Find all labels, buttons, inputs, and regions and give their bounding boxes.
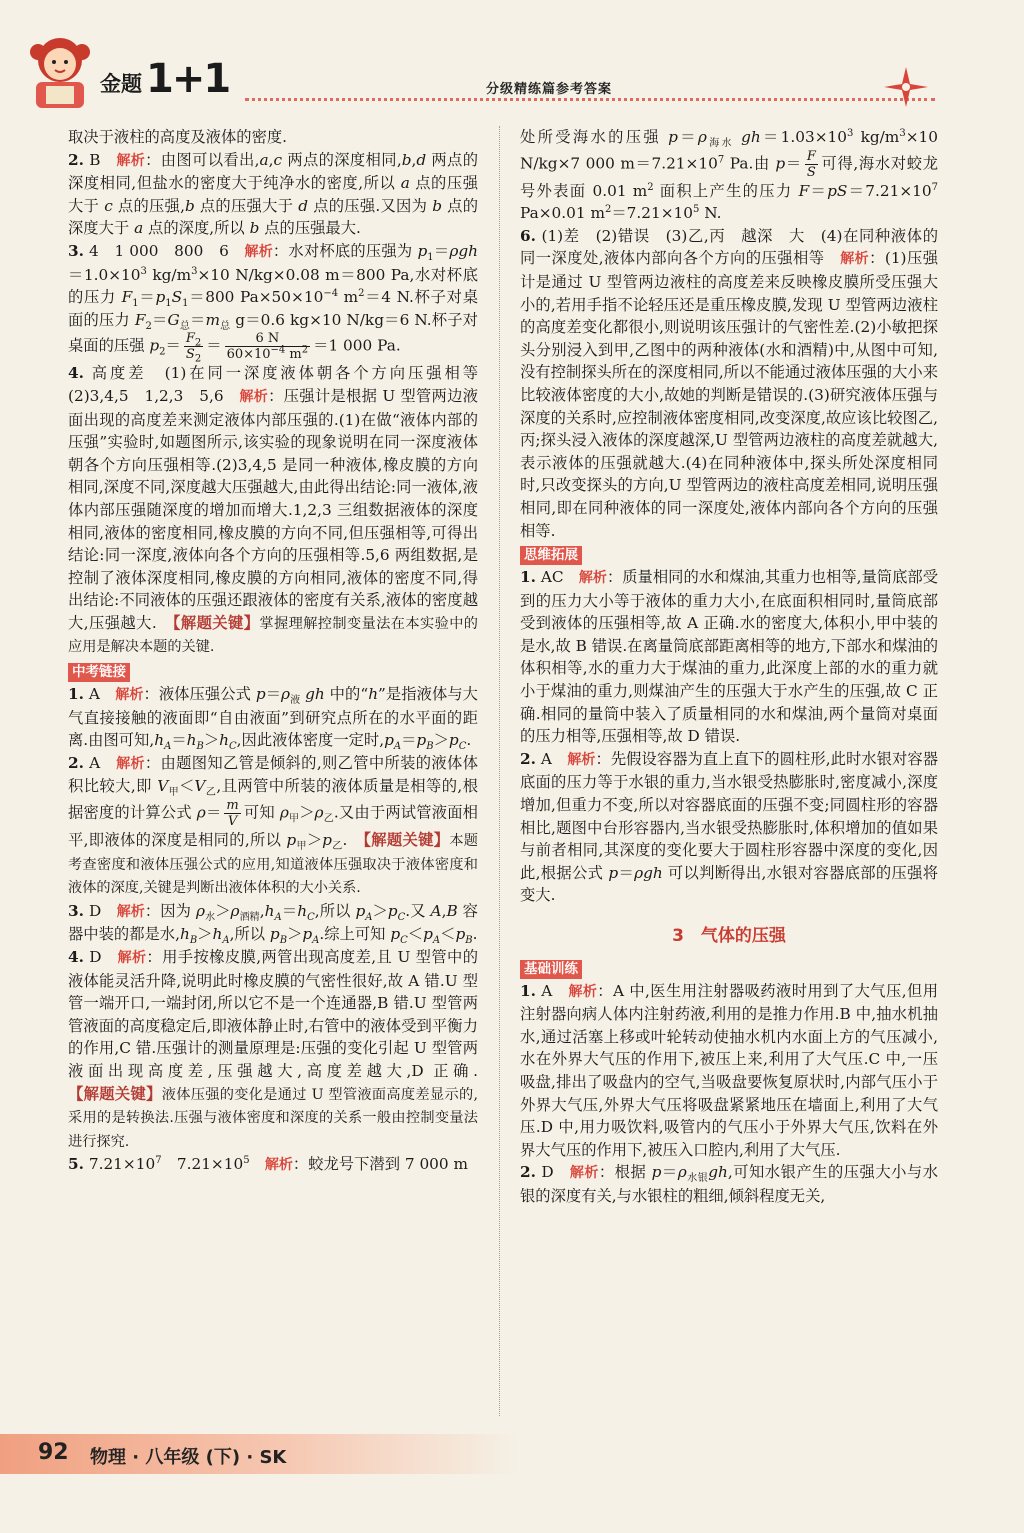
section-heading (520, 542, 938, 566)
brand-prefix: 金题 (100, 72, 142, 96)
header-divider (245, 98, 935, 101)
answer-item: 1. A 解析：A 中,医生用注射器吸药液时用到了大气压,但用注射器向病人体内注射药液,利用的是推力作用.B 中,抽水机抽水,通过活塞上移或叶轮转动使抽水机内水面上方的气压减小,水在外界大气压的作用下,被压上来,利用了大气压.C 中,一压吸盘,排出了吸盘内的空气,当吸盘要恢复原状时,内部气压小于外界大气压,外界大气压将吸盘紧紧地压在墙面上,利用了大气压.D 中,用力吸饮料,吸管内的气压小于外界大气压,饮料在外界大气压的作用下,被压入口腔内,利用了大气压. (520, 981, 938, 1159)
answer-item: 2. A 解析：先假设容器为直上直下的圆柱形,此时水银对容器底面的压力等于水银的重力,当水银受热膨胀时,密度减小,深度增加,但重力不变,所以对容器底面的压强不变;同圆柱形的容器相比,题图中台形容器内,当水银受热膨胀时,体积增加的值如果与前者相同,其深度的变化要大于圆柱形容器中深度的变化,因此,根据公式 p＝ρgh 可以判断得出,水银对容器底部的压强将变大. (520, 749, 938, 905)
answer-item: 3. 4 1 000 800 6 解析：水对杯底的压强为 $p_1=\rho gh=1.0\times 10^3$ $kg/m^3\times 10$ N/kg×0.08 m＝800 Pa,水对杯底的压力 $F_1=p_1S_1=800$ $Pa\times 50\times 10^{-4}$ $m^2=4$ N.杯子对桌面的压力 $F_2=G_总=m_总$ g＝0.6 kg×10 N/kg＝6 N.杯子对桌面的压强 $p_2=$ $\frac{F_2}{S_2}$ ＝ $\frac{6 N}{60\times 10^{-4} m^2}$ ＝1 000 Pa. (68, 241, 478, 365)
answer-item: 1. A 解析：液体压强公式 $p=\rho_液$ gh 中的“h”是指液体与大气直接接触的液面即“自由液面”到研究点所在的水平面的距离.由图可知$,h_A=h_B>h_C$,因此液体密度一定时$,p_A=p_B>p_C$. (68, 685, 478, 753)
left-column (68, 126, 494, 1177)
answer-item: 2. B 解析：由图可以看出,a,c 两点的深度相同,b,d 两点的深度相同,但盐水的密度大于纯净水的密度,所以 a 点的压强大于 c 点的压强,b 点的压强大于 d 点的压强.又因为 b 点的深度大于 a 点的深度,所以 b 点的压强最大. (68, 150, 479, 238)
pinwheel-deco-icon (876, 62, 936, 112)
section-label: 中考链接 (68, 663, 130, 682)
answer-item: 4. 高度差 (1)在同一深度液体朝各个方向压强相等 (2)3,4,5 1,2,3 5,6 解析：压强计是根据 U 型管两边液面出现的高度差来测定液体内部压强的.(1)在做“液体内部的压强”实验时,如题图所示,该实验的现象说明在同一深度液体朝各个方向压强相等.(2)3,4,5 是同一种液体,橡皮膜的方向相同,深度不同,深度越大压强越大,由此得出结论:同一液体,液体内部压强随深度的增加而增大.1,2,3 三组数据液体的深度相同,液体的密度相同,橡皮膜的方向不同,但压强相等,可得出结论:同一深度,液体向各个方向的压强相等.5,6 两组数据,是控制了液体深度相同,橡皮膜的方向相同,液体的密度不同,得出结论:不同液体的压强还跟液体的密度有关系,液体的密度越大,压强越大. 【解题关键】掌握理解控制变量法在本实验中的应用是解决本题的关键. (68, 364, 494, 656)
answer-item: 5. $7.21\times 10^7$ $7.21\times 10^5$ 解析：蛟龙号下潜到 7 000 m (68, 1155, 469, 1174)
section-heading (68, 659, 478, 683)
section-label: 基础训练 (520, 960, 582, 979)
page-footer (0, 1426, 1024, 1533)
subject-label: 物理 · 八年级 (下) · SK (90, 1447, 287, 1468)
right-column (520, 126, 938, 1208)
mascot-girl-icon (22, 30, 100, 114)
answer-continuation: 处所受海水的压强 $p=\rho_{海水}$ $gh=1.03\times 10^3$ $kg/m^3\times 10$ N/kg×7 000 $m=7.21\times 10^7$ Pa.由 p＝ $\frac{F}{S}$ 可得,海水对蛟龙号外表面 0.01 $m^2$ 面积上产生的压力 $F=pS=7.21\times 10^7$ Pa×0.01 $m^2=7.21\times 10^5$ N. (520, 127, 939, 223)
brand-number: 1+1 (146, 56, 230, 102)
answer-item: 3. D 解析：因为 $\rho_水>\rho_{酒精},h_A=h_C$,所以 $p_A>p_C$.又 A,B 容器中装的都是水$,h_B>h_A$,所以 $p_B>p_A$.综上可知 $p_C<p_A<p_B$. (68, 901, 478, 947)
section-heading (520, 956, 938, 980)
answer-item: 4. D 解析：用手按橡皮膜,两管出现高度差,且 U 型管中的液体能灵活升降,说明此时橡皮膜的气密性很好,故 A 错.U 型管一端开口,一端封闭,所以它不是一个连通器,B 错.U 型管两管液面的高度稳定后,即液体静止时,右管中的液体受到平衡力的作用,C 错.压强计的测量原理是:压强的变化引起 U 型管两液面出现高度差,压强越大,高度差越大,D 正确. 【解题关键】液体压强的变化是通过 U 型管液面高度差显示的,采用的是转换法.压强与液体密度和深度的关系一般由控制变量法进行探究. (68, 948, 494, 1150)
answer-item: 2. A 解析：由题图知乙管是倾斜的,则乙管中所装的液体体积比较大,即 $V_甲<V_乙$,且两管中所装的液体质量是相等的,根据密度的计算公式 ρ＝ $\frac{m}{V}$ 可知 $\rho_甲>\rho_乙$.又由于两试管液面相平,即液体的深度是相同的,所以 $p_甲>p_乙$. 【解题关键】本题考查密度和液体压强公式的应用,知道液体压强取决于液体密度和液体的深度,关键是判断出液体体积的大小关系. (68, 753, 479, 897)
page-number: 92 (38, 1440, 69, 1465)
answer-item: 1. AC 解析：质量相同的水和煤油,其重力也相等,量筒底部受到的压力大小等于液体的重力大小,在底面积相同时,量筒底部受到液体的压强相等,故 A 正确.水的密度大,体积小,甲中装的是水,故 B 错误.在离量筒底部距离相等的地方,下部水和煤油的体积相等,水的重力大于煤油的重力,此深度上部的水的重力就小于煤油的重力,则煤油产生的压强大于水产生的压强,故 C 正确.相同的量筒中装入了质量相同的水和煤油,两个量筒对桌面的压力相等,压强相等,故 D 错误. (520, 568, 938, 746)
header-subtitle: 分级精练篇参考答案 (486, 82, 613, 97)
brand-logo (100, 56, 230, 102)
column-divider (499, 126, 500, 1416)
section-label: 思维拓展 (520, 546, 582, 565)
answer-continuation: 取决于液柱的高度及液体的密度. (68, 128, 288, 146)
chapter-title: 3 气体的压强 (672, 926, 786, 946)
answer-item: 6. (1)差 (2)错误 (3)乙,丙 越深 大 (4)在同种液体的同一深度处,液体内部向各个方向的压强相等 解析：(1)压强计是通过 U 型管两边液柱的高度差来反映橡皮膜所受压强大小的,若用手指不论轻压还是重压橡皮膜,发现 U 型管两边液柱的高度差变化都很小,则说明该压强计的气密性差.(2)小敏把探头分别浸入到甲,乙图中的两种液体(水和酒精)中,从图中可知,没有控制探头所在的深度相同,所以不能通过液体压强的大小来比较液体密度的大小,故她的判断是错误的.(3)研究液体压强与深度的关系时,应控制液体密度相同,改变深度,故应该比较图乙,丙;探头浸入液体的深度越深,U 型管两边液柱的高度差就越大,表示液体的压强就越大.(4)在同种液体中,探头所处深度相同时,只改变探头的方向,U 型管两边的液柱高度差相同,说明压强相同,即在同种液体的同一深度处,液体内部向各个方向的压强相等. (520, 226, 939, 540)
answer-item: 2. D 解析：根据 $p=\rho_{水银}gh$,可知水银产生的压强大小与水银的深度有关,与水银柱的粗细,倾斜程度无关, (520, 1163, 938, 1205)
page-header (0, 0, 1024, 120)
